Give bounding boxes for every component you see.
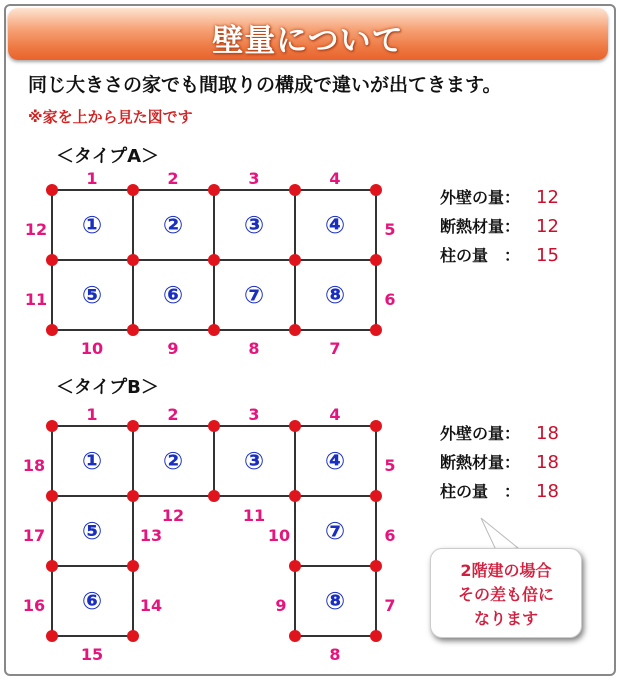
stat-value: 18 — [536, 452, 559, 473]
room-number: ④ — [324, 447, 346, 475]
wall-number: 3 — [248, 169, 260, 188]
wall-number: 2 — [167, 169, 179, 188]
room-number: ⑧ — [324, 587, 346, 615]
post — [127, 324, 139, 336]
post — [289, 420, 301, 432]
wall-number: 4 — [329, 169, 341, 188]
room-number: ⑦ — [324, 517, 346, 545]
wall-number: 16 — [22, 596, 46, 615]
post — [208, 254, 220, 266]
callout-text — [431, 559, 581, 631]
type-a-stats — [440, 187, 559, 266]
room-number: ⑥ — [162, 281, 184, 309]
wall-number: 12 — [161, 506, 185, 525]
wall-number: 1 — [86, 405, 98, 424]
callout-box — [430, 548, 582, 638]
intro-text: 同じ大きさの家でも間取りの構成で違いが出てきます。 — [28, 74, 502, 96]
wall-number: 6 — [384, 290, 396, 309]
post — [127, 560, 139, 572]
wall-number: 11 — [242, 506, 266, 525]
post — [46, 420, 58, 432]
wall-number: 10 — [80, 339, 104, 358]
stat-label: 断熱材量： — [440, 217, 521, 236]
room-number: ③ — [243, 211, 265, 239]
post — [289, 254, 301, 266]
post — [208, 184, 220, 196]
wall-number: 14 — [139, 596, 163, 615]
post — [208, 324, 220, 336]
stat-label: 外壁の量： — [440, 424, 521, 443]
post — [370, 630, 382, 642]
wall-number: 1 — [86, 169, 98, 188]
room-number: ④ — [324, 211, 346, 239]
wall-number: 4 — [329, 405, 341, 424]
post — [370, 324, 382, 336]
callout-line: なります — [473, 609, 538, 628]
post — [208, 490, 220, 502]
wall-number: 11 — [24, 290, 48, 309]
type-b-stats — [440, 423, 559, 502]
wall-number: 13 — [139, 526, 163, 545]
room-number: ⑦ — [243, 281, 265, 309]
wall-number: 15 — [80, 645, 104, 664]
post — [289, 490, 301, 502]
room-number: ⑤ — [81, 281, 103, 309]
post — [289, 324, 301, 336]
wall-number: 12 — [24, 220, 48, 239]
stat-label: 断熱材量： — [440, 453, 521, 472]
stat-label: 柱の量 ： — [440, 246, 521, 265]
wall-number: 2 — [167, 405, 179, 424]
callout-line: その差も倍に — [457, 585, 554, 604]
wall-number: 3 — [248, 405, 260, 424]
post — [46, 630, 58, 642]
post — [370, 184, 382, 196]
wall-number: 5 — [384, 456, 396, 475]
stat-value: 12 — [536, 216, 559, 237]
stat-value: 18 — [536, 481, 559, 502]
room-number: ③ — [243, 447, 265, 475]
post — [370, 420, 382, 432]
post — [370, 254, 382, 266]
wall-number: 17 — [22, 526, 46, 545]
stat-label: 柱の量 ： — [440, 482, 521, 501]
post — [46, 324, 58, 336]
wall-number: 18 — [22, 456, 46, 475]
wall-number: 5 — [384, 220, 396, 239]
wall-number: 9 — [167, 339, 179, 358]
stat-value: 18 — [536, 423, 559, 444]
room-number: ⑥ — [81, 587, 103, 615]
post — [127, 490, 139, 502]
title-banner — [8, 8, 608, 60]
note-text: ※家を上から見た図です — [28, 108, 193, 126]
wall-number: 9 — [275, 596, 287, 615]
page-title: 壁量について — [212, 23, 404, 59]
post — [46, 560, 58, 572]
wall-number: 7 — [384, 596, 396, 615]
room-number: ⑧ — [324, 281, 346, 309]
room-number: ⑤ — [81, 517, 103, 545]
post — [208, 420, 220, 432]
stat-value: 15 — [536, 245, 559, 266]
wall-number: 7 — [329, 339, 341, 358]
post — [370, 490, 382, 502]
post — [289, 184, 301, 196]
type-b-label: ＜タイプB＞ — [56, 377, 159, 398]
post — [46, 490, 58, 502]
post — [289, 560, 301, 572]
room-number: ② — [162, 211, 184, 239]
callout-line: 2階建の場合 — [460, 561, 552, 580]
room-number: ① — [81, 447, 103, 475]
post — [127, 630, 139, 642]
post — [370, 560, 382, 572]
post — [46, 184, 58, 196]
wall-number: 6 — [384, 526, 396, 545]
post — [127, 184, 139, 196]
post — [127, 420, 139, 432]
stat-value: 12 — [536, 187, 559, 208]
post — [289, 630, 301, 642]
stat-label: 外壁の量： — [440, 188, 521, 207]
wall-number: 10 — [267, 526, 291, 545]
wall-number: 8 — [329, 645, 341, 664]
type-a-label: ＜タイプA＞ — [56, 146, 160, 167]
room-number: ② — [162, 447, 184, 475]
callout-pointer — [481, 518, 518, 550]
post — [127, 254, 139, 266]
room-number: ① — [81, 211, 103, 239]
wall-number: 8 — [248, 339, 260, 358]
post — [46, 254, 58, 266]
